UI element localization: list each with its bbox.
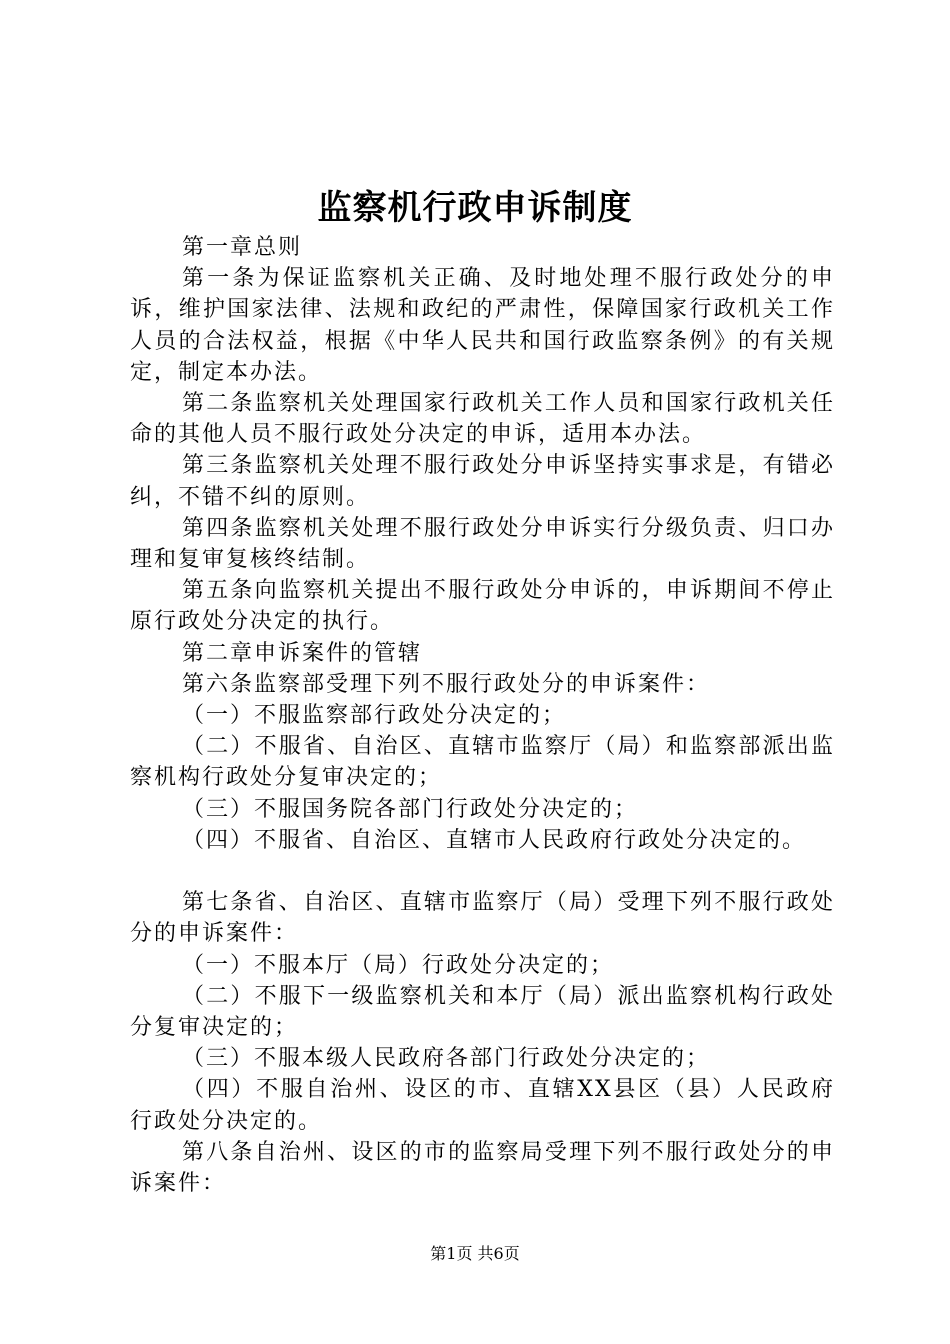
document-body: [130, 232, 835, 1199]
paragraph: （一）不服监察部行政处分决定的；: [182, 703, 567, 729]
paragraph: （一）不服本厅（局）行政处分决定的；: [182, 952, 615, 978]
paragraph: 第一章总则: [182, 235, 303, 260]
page-number-footer: 第1页 共6页: [430, 1244, 520, 1263]
paragraph: 第七条省、自治区、直辖市监察厅（局）受理下列不服行政处分的申诉案件：: [130, 890, 835, 947]
paragraph: 第二章申诉案件的管辖: [182, 640, 423, 666]
paragraph: （三）不服本级人民政府各部门行政处分决定的；: [182, 1046, 711, 1072]
paragraph: 第一条为保证监察机关正确、及时地处理不服行政处分的申诉，维护国家法律、法规和政纪的严肃性，保障国家行政机关工作人员的合法权益，根据《中华人民共和国行政监察条例》的有关规定，制定本办法。: [130, 266, 835, 385]
document-title: 监察机行政申诉制度: [317, 188, 633, 228]
paragraph: 第四条监察机关处理不服行政处分申诉实行分级负责、归口办理和复审复核终结制。: [130, 515, 835, 573]
paragraph: 第三条监察机关处理不服行政处分申诉坚持实事求是，有错必纠，不错不纠的原则。: [130, 453, 835, 510]
paragraph: （二）不服省、自治区、直辖市监察厅（局）和监察部派出监察机构行政处分复审决定的；: [130, 734, 835, 791]
paragraph: 第六条监察部受理下列不服行政处分的申诉案件：: [182, 671, 711, 697]
paragraph: 第八条自治州、设区的市的监察局受理下列不服行政处分的申诉案件：: [130, 1139, 835, 1197]
paragraph: （二）不服下一级监察机关和本厅（局）派出监察机构行政处分复审决定的；: [130, 983, 835, 1041]
paragraph: 第五条向监察机关提出不服行政处分申诉的，申诉期间不停止原行政处分决定的执行。: [130, 578, 835, 635]
paragraph: （三）不服国务院各部门行政处分决定的；: [182, 796, 639, 822]
paragraph: 第二条监察机关处理国家行政机关工作人员和国家行政机关任命的其他人员不服行政处分决定的申诉，适用本办法。: [130, 391, 835, 448]
paragraph: （四）不服省、自治区、直辖市人民政府行政处分决定的。: [182, 827, 807, 853]
paragraph: （四）不服自治州、设区的市、直辖XX县区（县）人民政府行政处分决定的。: [130, 1077, 835, 1134]
blank-line: [130, 856, 835, 887]
